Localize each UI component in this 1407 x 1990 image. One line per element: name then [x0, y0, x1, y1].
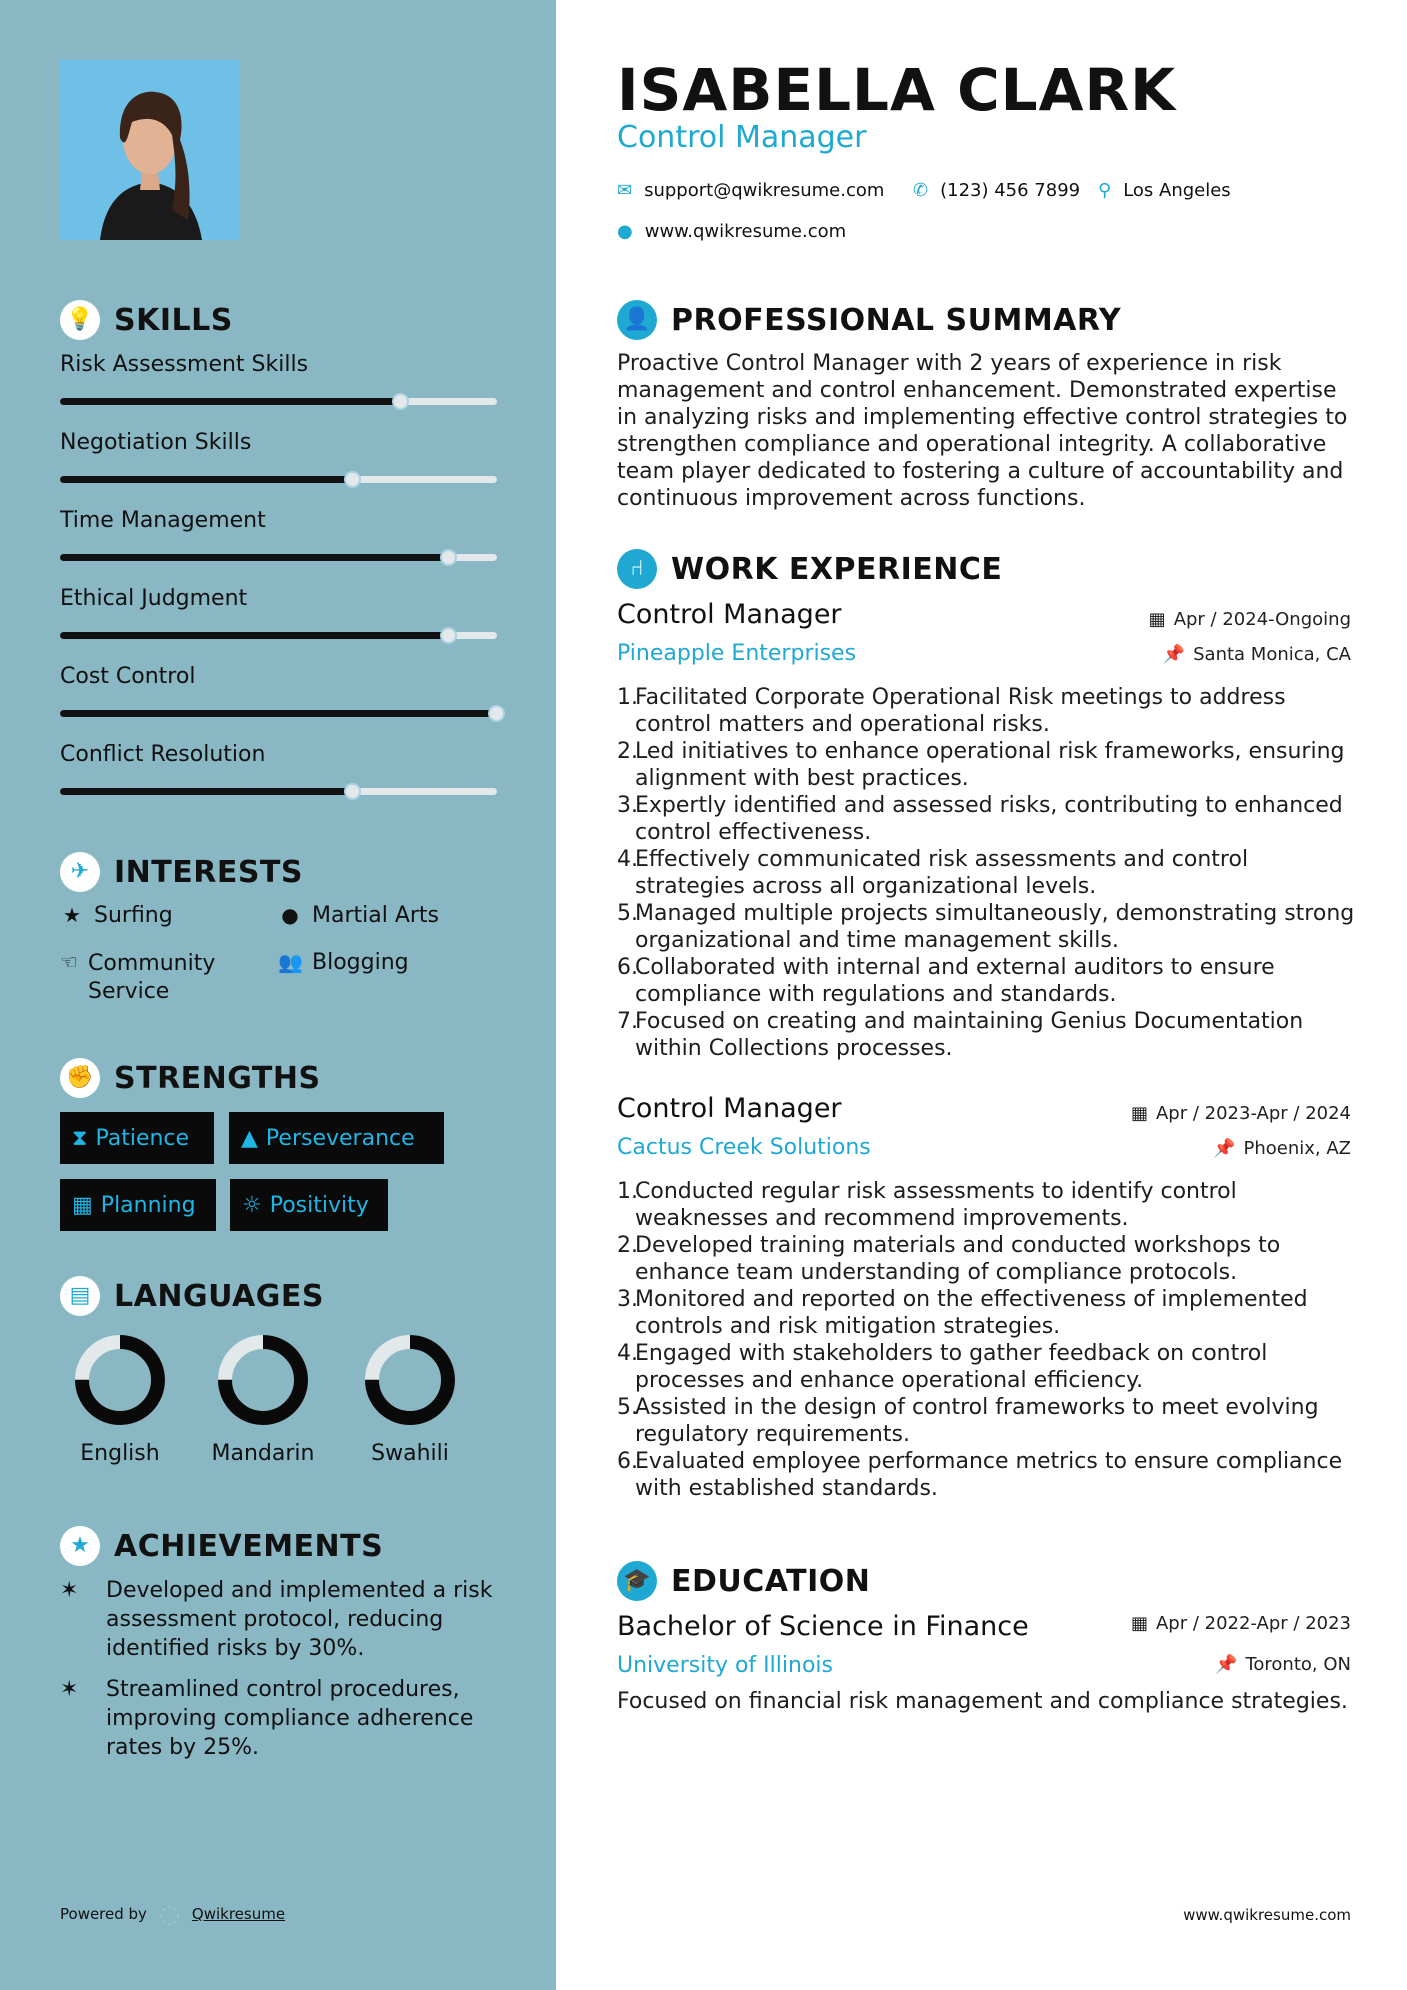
language-item	[345, 1333, 475, 1466]
job-location-text: Phoenix, AZ	[1243, 1138, 1351, 1159]
interest-label: Blogging	[312, 950, 409, 975]
hand-icon: ☜	[60, 950, 78, 974]
achievements-title: ACHIEVEMENTS	[114, 1528, 384, 1564]
skill-bar-fill	[60, 398, 401, 405]
school-name: University of Illinois	[617, 1653, 833, 1678]
candidate-role: Control Manager	[617, 120, 867, 155]
skill-bar-knob	[440, 549, 457, 566]
interest-label: Martial Arts	[312, 903, 440, 928]
strength-label: Planning	[100, 1192, 196, 1218]
achievement-text: Developed and implemented a risk assessment protocol, reducing identified risks by 30%.	[106, 1578, 493, 1661]
list-item: 1. Facilitated Corporate Operational Risk meetings to address control matters and operational risks.	[617, 685, 1286, 737]
list-item: 5. Assisted in the design of control frameworks to meet evolving regulatory requirements.	[617, 1395, 1319, 1447]
job-date	[1149, 609, 1351, 630]
star-badge-icon: ★	[60, 1526, 100, 1566]
skill-bar	[60, 554, 497, 561]
interest-item	[278, 903, 439, 928]
experience-header	[617, 549, 1002, 589]
phone-text: (123) 456 7899	[940, 180, 1081, 201]
job-title: Control Manager	[617, 1093, 842, 1124]
language-ring	[363, 1333, 457, 1427]
achievements-header	[60, 1526, 383, 1566]
job-location	[1213, 1138, 1351, 1159]
skill-label: Negotiation Skills	[60, 430, 252, 455]
pin-icon: 📌	[1215, 1654, 1238, 1675]
footer-website[interactable]: www.qwikresume.com	[1183, 1906, 1351, 1924]
list-item: 3. Expertly identified and assessed risks, contributing to enhanced control effectiveness.	[617, 793, 1343, 845]
hourglass-icon: ⧗	[72, 1125, 88, 1151]
skill-bar	[60, 398, 497, 405]
road-icon: ▲	[241, 1125, 258, 1151]
interest-label: Community Service	[88, 951, 216, 1004]
star-icon: ★	[63, 903, 81, 927]
list-item: 5. Managed multiple projects simultaneously, demonstrating strong organizational and time management skills.	[617, 901, 1355, 953]
job-company: Pineapple Enterprises	[617, 641, 857, 666]
shooting-star-icon: ✶	[60, 1677, 79, 1702]
skill-bar-fill	[60, 476, 353, 483]
skill-bar-knob	[344, 471, 361, 488]
education-location	[1215, 1654, 1351, 1675]
list-item: 7. Focused on creating and maintaining Genius Documentation within Collections processes.	[617, 1009, 1304, 1061]
users-icon: 👥	[278, 950, 303, 974]
sun-icon: ☼	[242, 1192, 262, 1218]
skills-header	[60, 300, 233, 340]
skill-bar-knob	[488, 705, 505, 722]
skill-bar-knob	[440, 627, 457, 644]
lightbulb-icon: 💡	[60, 300, 100, 340]
fist-icon: ✊	[60, 1058, 100, 1098]
job-bullets	[617, 1178, 1357, 1502]
website-text: www.qwikresume.com	[644, 221, 847, 242]
skill-bar	[60, 788, 497, 795]
strength-label: Patience	[95, 1125, 190, 1151]
strength-label: Perseverance	[265, 1125, 415, 1151]
language-ring	[73, 1333, 167, 1427]
skill-item	[60, 508, 497, 533]
interest-item	[60, 903, 173, 928]
interest-item	[60, 950, 250, 1006]
envelope-icon: ✉	[617, 180, 633, 201]
pin-icon: 📌	[1162, 644, 1186, 665]
strengths-header	[60, 1058, 321, 1098]
job-date-text: Apr / 2023-Apr / 2024	[1155, 1103, 1351, 1124]
languages-title: LANGUAGES	[114, 1278, 324, 1314]
email-text: support@qwikresume.com	[644, 180, 885, 201]
skills-title: SKILLS	[114, 302, 233, 338]
id-card-icon: ▤	[60, 1276, 100, 1316]
strength-badge	[229, 1112, 444, 1164]
qwikresume-logo-icon: ◌	[158, 1900, 180, 1928]
powered-by	[60, 1900, 285, 1928]
interests-title: INTERESTS	[114, 854, 303, 890]
achievement-item	[60, 1576, 500, 1663]
contact-phone[interactable]	[913, 180, 1080, 201]
language-ring	[216, 1333, 310, 1427]
interest-label: Surfing	[94, 903, 173, 928]
skill-bar	[60, 632, 497, 639]
candidate-name: ISABELLA CLARK	[617, 56, 1177, 124]
job-bullets	[617, 684, 1357, 1062]
language-item	[55, 1333, 185, 1466]
globe-icon: ●	[617, 221, 633, 242]
calendar-icon: ▦	[1130, 1613, 1148, 1634]
list-item: 6. Collaborated with internal and external auditors to ensure compliance with regulations and standards.	[617, 955, 1275, 1007]
degree-title: Bachelor of Science in Finance	[617, 1611, 1029, 1642]
job-location	[1163, 644, 1351, 665]
powered-by-label: Powered by	[60, 1905, 147, 1923]
language-label: Mandarin	[211, 1441, 315, 1466]
strength-badge	[60, 1179, 216, 1231]
skill-bar-fill	[60, 710, 497, 717]
achievement-item	[60, 1675, 500, 1762]
main-content	[556, 0, 1407, 1990]
job-date-text: Apr / 2024-Ongoing	[1173, 609, 1351, 630]
skill-item	[60, 430, 497, 455]
achievement-text: Streamlined control procedures, improving compliance adherence rates by 25%.	[106, 1677, 474, 1760]
strength-label: Positivity	[269, 1192, 369, 1218]
skill-bar-fill	[60, 632, 449, 639]
language-label: English	[80, 1441, 160, 1466]
job-company: Cactus Creek Solutions	[617, 1135, 871, 1160]
calendar-icon: ▦	[1148, 609, 1166, 630]
job-location-text: Santa Monica, CA	[1193, 644, 1351, 665]
job-date	[1131, 1103, 1351, 1124]
skill-bar-fill	[60, 788, 353, 795]
skill-item	[60, 742, 497, 767]
education-date	[1131, 1613, 1351, 1634]
list-item: 3. Monitored and reported on the effectiveness of implemented controls and risk mitigation strategies.	[617, 1287, 1308, 1339]
user-icon: 👤	[617, 300, 657, 340]
job-title: Control Manager	[617, 599, 842, 630]
skill-label: Risk Assessment Skills	[60, 352, 309, 377]
education-title: EDUCATION	[671, 1563, 871, 1599]
strength-badge	[60, 1112, 214, 1164]
location-text: Los Angeles	[1123, 180, 1231, 201]
list-item: 2. Developed training materials and conducted workshops to enhance team understanding of compliance protocols.	[617, 1233, 1281, 1285]
interests-header	[60, 852, 303, 892]
summary-header	[617, 300, 1121, 340]
summary-title: PROFESSIONAL SUMMARY	[671, 302, 1122, 338]
shooting-star-icon: ✶	[60, 1578, 79, 1603]
skill-label: Ethical Judgment	[60, 586, 248, 611]
education-date-text: Apr / 2022-Apr / 2023	[1155, 1613, 1351, 1634]
strengths-title: STRENGTHS	[114, 1060, 321, 1096]
skill-bar	[60, 710, 497, 717]
office-chair-icon: ⑁	[617, 549, 657, 589]
skill-bar	[60, 476, 497, 483]
paper-plane-icon: ✈	[60, 852, 100, 892]
sidebar	[0, 0, 556, 1990]
phone-icon: ✆	[913, 180, 929, 201]
skill-item	[60, 352, 497, 377]
list-item: 1. Conducted regular risk assessments to identify control weaknesses and recommend improvements.	[617, 1179, 1237, 1231]
list-item: 4. Effectively communicated risk assessments and control strategies across all organizational levels.	[617, 847, 1249, 899]
education-header	[617, 1561, 870, 1601]
profile-photo	[60, 60, 240, 240]
skill-label: Cost Control	[60, 664, 196, 689]
map-pin-icon: ⚲	[1098, 180, 1112, 201]
strength-badge	[230, 1179, 388, 1231]
skill-bar-knob	[392, 393, 409, 410]
list-item: 6. Evaluated employee performance metrics to ensure compliance with established standards.	[617, 1449, 1343, 1501]
skill-bar-fill	[60, 554, 449, 561]
globe-icon: ●	[281, 903, 299, 927]
contact-email[interactable]	[617, 180, 884, 201]
pin-icon: 📌	[1213, 1138, 1236, 1159]
contact-location	[1098, 180, 1231, 201]
education-text: Focused on financial risk management and compliance strategies.	[617, 1689, 1348, 1714]
graduation-cap-icon: 🎓	[617, 1561, 657, 1601]
experience-title: WORK EXPERIENCE	[671, 551, 1003, 587]
brand-link[interactable]: Qwikresume	[191, 1905, 286, 1923]
language-item	[198, 1333, 328, 1466]
skill-label: Conflict Resolution	[60, 742, 266, 767]
list-item: 4. Engaged with stakeholders to gather feedback on control processes and enhance operational efficiency.	[617, 1341, 1268, 1393]
contact-website[interactable]	[617, 221, 846, 242]
list-item: 2. Led initiatives to enhance operational risk frameworks, ensuring alignment with best practices.	[617, 739, 1345, 791]
skill-item	[60, 664, 497, 689]
languages-header	[60, 1276, 324, 1316]
education-location-text: Toronto, ON	[1245, 1654, 1351, 1675]
language-label: Swahili	[371, 1441, 449, 1466]
skill-bar-knob	[344, 783, 361, 800]
summary-text: Proactive Control Manager with 2 years of experience in risk management and control enhancement. Demonstrated expertise in analyzing risks and implementing effective control strategies to strengthen compliance and operational integrity. A collaborative team player dedicated to fostering a culture of accountability and continuous improvement across functions.	[617, 351, 1348, 511]
calendar-icon: ▦	[1130, 1103, 1148, 1124]
calendar-icon: ▦	[72, 1192, 93, 1218]
skill-label: Time Management	[60, 508, 266, 533]
skill-item	[60, 586, 497, 611]
interest-item	[278, 950, 409, 975]
